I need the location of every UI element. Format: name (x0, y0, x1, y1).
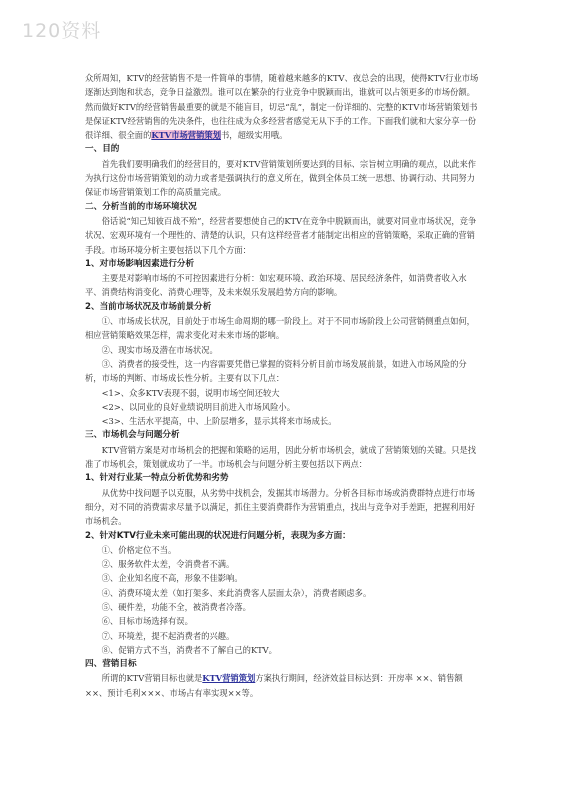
list-item: ③、企业知名度不高，形象不佳影响。 (101, 573, 243, 584)
paragraph: KTV营销方案是对市场机会的把握和策略的运用，因此分析市场机会，就成了营销策划的关键。只是找准了市场机会，策划就成功了一半。市场机会与问题分析主要包括以下两点： (85, 444, 477, 470)
paragraph: 所谓的KTV营销目标也就是KTV营销策划方案执行期间，经济效益目标达到：开房率 ××、销售额 ××、预计毛利×××、市场占有率实现××等。 (85, 673, 463, 698)
paragraph: ①、市场成长状况，目前处于市场生命周期的哪一阶段上。对于不同市场阶段上公司营销侧重点如何，相应营销策略效果怎样，需求变化对未来市场的影响。 (85, 316, 475, 341)
list-item: <2>、以同业的良好业绩说明目前进入市场风险小。 (101, 401, 296, 412)
section-heading-1: 一、目的 (85, 144, 120, 155)
list-item: <1>、众多KTV表现不弱，说明市场空间还较大 (101, 387, 280, 398)
ktv-marketing-link[interactable]: KTV营销策划 (202, 673, 256, 684)
paragraph: 首先我们要明确我们的经营目的，要对KTV营销策划所要达到的目标、宗旨树立明确的观点，以此来作为执行这份市场营销策划的动力或者是强调执行的意义所在，做到全体员工统一思想、协调行动、共同努力保证市场营销策划工作的高质量完成。 (85, 158, 477, 198)
subsection-heading: 2、针对KTV行业未来可能出现的状况进行问题分析，表现为多方面： (85, 530, 351, 541)
list-item: ①、价格定位不当。 (101, 544, 177, 555)
article-body (85, 71, 483, 700)
list-item: ⑦、环境差，提不起消费者的兴趣。 (101, 630, 235, 641)
watermark-logo: 120资料 (22, 20, 102, 42)
subsection-heading: 1、针对行业某一特点分析优势和劣势 (85, 473, 229, 484)
list-item: <3>、生活水平提高，中、上阶层增多，显示其将来市场成长。 (101, 416, 337, 427)
section-heading-4: 四、营销目标 (85, 659, 137, 670)
paragraph: 从优势中找问题予以克服，从劣势中找机会，发掘其市场潜力。分析各目标市场或消费群特点进行市场细分，对不同的消费需求尽量予以满足，抓住主要消费群作为营销重点，找出与竞争对手差距，把握利用好市场机会。 (85, 487, 475, 527)
list-item: ②、服务软件太差，令消费者不满。 (101, 559, 235, 570)
paragraph: 主要是对影响市场的不可控因素进行分析：如宏观环境、政治环境、居民经济条件，如消费者收入水平、消费结构消变化、消费心理等，及未来娱乐发展趋势方向的影响。 (85, 273, 467, 298)
paragraph: ②、现实市场及潜在市场状况。 (101, 344, 218, 355)
list-item: ⑤、硬件差，功能不全，被消费者冷落。 (101, 601, 251, 612)
paragraph: ③、消费者的接受性，这一内容需要凭借已掌握的资料分析目前市场发展前景，如进入市场风险的分析，市场的判断、市场成长性分析。主要有以下几点： (85, 358, 467, 384)
section-heading-2: 二、分析当前的市场环境状况 (85, 201, 197, 212)
intro-paragraph: 众所周知，KTV的经营销售不是一件简单的事情，随着越来越多的KTV、夜总会的出现，使得KTV行业市场逐渐达到饱和状态，竞争日益激烈。谁可以在繁杂的行业竞争中脱颖而出，谁就可以占领更多的市场份额。然而做好KTV的经营销售最重要的就是不能盲目，切忌“乱”，制定一份详细的、完整的KTV市场营销策划书是保证KTV经营销售的先决条件，也往往成为众多经营者感觉无从下手的工作。下面我们就和大家分享一份很详细、很全面的KTV市场营销策划书，超级实用哦。 (85, 73, 479, 141)
subsection-heading: 1、对市场影响因素进行分析 (85, 258, 195, 269)
section-heading-3: 三、市场机会与问题分析 (85, 430, 180, 441)
list-item: ⑧、促销方式不当，消费者不了解自己的KTV。 (101, 644, 277, 655)
ktv-marketing-plan-link[interactable]: KTV市场营销策划 (151, 130, 221, 141)
list-item: ④、消费环境太差（如打架多、来此消费客人层面太杂），消费者顾虑多。 (101, 587, 372, 598)
subsection-heading: 2、当前市场状况及市场前景分析 (85, 301, 212, 312)
list-item: ⑥、目标市场选择有误。 (101, 616, 193, 627)
paragraph: 俗话说“知己知彼百战不殆”，经营者要想使自己的KTV在竞争中脱颖而出，就要对同业市场状况，竞争状况、宏观环境有一个理性的、清楚的认识，只有这样经营者才能制定出相应的营销策略，采取正确的营销手段。市场环境分析主要包括以下几个方面： (85, 215, 477, 255)
